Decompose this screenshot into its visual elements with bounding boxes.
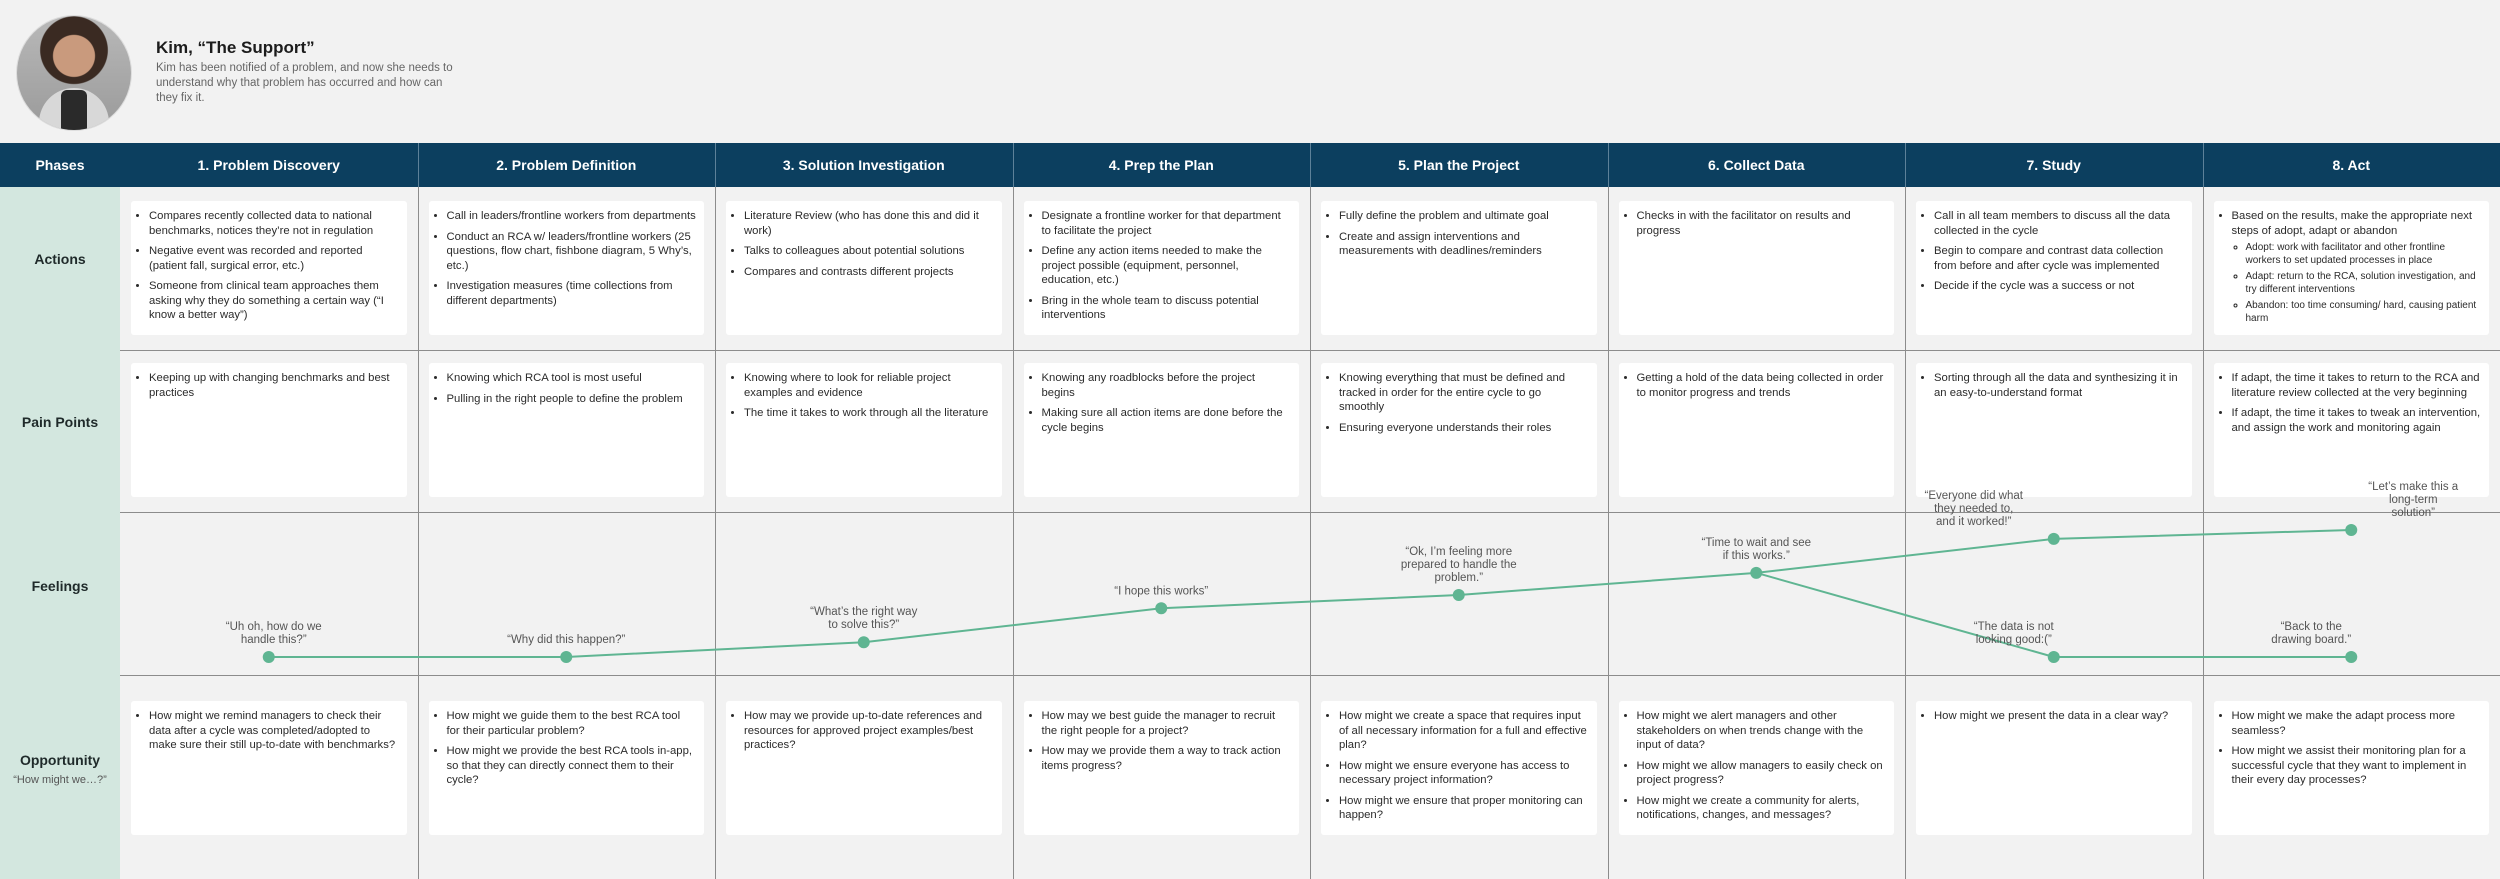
bullet-item: • How might we present the data in a clear way?: [1934, 709, 2184, 724]
feeling-quote: “I hope this works”: [1114, 585, 1209, 598]
bullet-item: • Begin to compare and contrast data collection from before and after cycle was implemented: [1934, 244, 2184, 273]
bullet-item: • Getting a hold of the data being collected in order to monitor progress and trends: [1637, 371, 1887, 400]
bullet-item: • How might we alert managers and other stakeholders on when trends change with the input of data?: [1637, 709, 1887, 753]
persona-name: Kim, “The Support”: [156, 38, 315, 57]
feeling-point: [2345, 651, 2357, 663]
bullet-item: • How might we create a community for alerts, notifications, changes, and messages?: [1637, 794, 1887, 823]
feeling-point: [2048, 651, 2060, 663]
row-label-opportunity-sub: “How might we…?”: [13, 774, 107, 786]
bullet-item: • How may we best guide the manager to recruit the right people for a project?: [1042, 709, 1292, 738]
bullet-item: • Negative event was recorded and reported (patient fall, surgical error, etc.): [149, 244, 399, 273]
row-label-feelings: Feelings: [31, 578, 89, 594]
bullet-item: • Based on the results, make the appropriate next steps of adopt, adapt or abandon ◦ Adopt: work with facilitator and other frontline workers to set updated processes in place ◦ Adapt: return to the RCA, solution investigation, and try different interventions ◦ Abandon: too time consuming/ hard, causing patient harm: [2232, 209, 2482, 325]
bullet-item: • How might we ensure that proper monitoring can happen?: [1339, 794, 1589, 823]
bullet-item: • Investigation measures (time collections from different departments): [447, 279, 697, 308]
phase-title: 8. Act: [2332, 157, 2371, 173]
bullet-item: • Compares and contrasts different projects: [744, 265, 994, 280]
row-label-opportunity: Opportunity: [19, 752, 101, 768]
phase-title: 7. Study: [2026, 157, 2081, 173]
bullet-item: ◦ Abandon: too time consuming/ hard, causing patient harm: [2246, 300, 2482, 325]
phase-title: 4. Prep the Plan: [1108, 157, 1214, 173]
bullet-item: • How might we remind managers to check their data after a cycle was completed/adopted to make sure their still up-to-date with benchmarks?: [149, 709, 399, 753]
bullet-item: ◦ Adopt: work with facilitator and other frontline workers to set updated processes in place: [2246, 242, 2482, 267]
bullet-item: • How might we make the adapt process more seamless?: [2232, 709, 2482, 738]
bullet-item: • Knowing where to look for reliable project examples and evidence: [744, 371, 994, 400]
bullet-item: • Pulling in the right people to define the problem: [447, 392, 697, 407]
bullet-item: • Designate a frontline worker for that department to facilitate the project: [1042, 209, 1292, 238]
bullet-item: • Keeping up with changing benchmarks and best practices: [149, 371, 399, 400]
feeling-quote: “What’s the right way to solve this?”: [810, 606, 918, 632]
bullet-item: • Conduct an RCA w/ leaders/frontline workers (25 questions, flow chart, fishbone diagram, 5 Why’s, etc.): [447, 230, 697, 274]
bullet-item: • Knowing any roadblocks before the project begins: [1042, 371, 1292, 400]
row-label-pain-points: Pain Points: [21, 414, 99, 430]
bullet-item: • Define any action items needed to make the project possible (equipment, personnel, education, etc.): [1042, 244, 1292, 288]
bullet-item: • Ensuring everyone understands their roles: [1339, 421, 1589, 436]
phase-title: 1. Problem Discovery: [197, 157, 340, 173]
bullet-item: • Knowing everything that must be defined and tracked in order for the entire cycle to go smoothly: [1339, 371, 1589, 415]
bullet-item: • Checks in with the facilitator on results and progress: [1637, 209, 1887, 238]
bullet-item: ◦ Adapt: return to the RCA, solution investigation, and try different interventions: [2246, 271, 2482, 296]
bullet-item: • How might we assist their monitoring plan for a successful cycle that they want to implement in their every day processes?: [2232, 744, 2482, 788]
bullet-item: • Create and assign interventions and measurements with deadlines/reminders: [1339, 230, 1589, 259]
bullet-item: • Someone from clinical team approaches them asking why they do something a certain way (“I know a better way”): [149, 279, 399, 323]
bullet-item: • How might we guide them to the best RCA tool for their particular problem?: [447, 709, 697, 738]
bullet-item: • Fully define the problem and ultimate goal: [1339, 209, 1589, 224]
phase-title: 6. Collect Data: [1708, 157, 1805, 173]
feelings-line-failure: [1756, 573, 2351, 657]
feeling-point: [858, 636, 870, 648]
bullet-item: • Bring in the whole team to discuss potential interventions: [1042, 294, 1292, 323]
bullet-item: • How may we provide up-to-date references and resources for approved project examples/best practices?: [744, 709, 994, 753]
bullet-item: • Knowing which RCA tool is most useful: [447, 371, 697, 386]
feeling-quote: “Everyone did what they needed to, and it worked!”: [1924, 489, 2023, 528]
phase-title: 3. Solution Investigation: [782, 157, 945, 173]
bullet-item: • Call in leaders/frontline workers from departments: [447, 209, 697, 224]
bullet-item: • If adapt, the time it takes to tweak an intervention, and assign the work and monitoring again: [2232, 406, 2482, 435]
feeling-point: [2048, 533, 2060, 545]
row-label-actions: Actions: [34, 251, 86, 267]
bullet-item: • How might we provide the best RCA tools in-app, so that they can directly connect them to their cycle?: [447, 744, 697, 788]
bullet-item: • Compares recently collected data to national benchmarks, notices they’re not in regulation: [149, 209, 399, 238]
feeling-point: [2345, 524, 2357, 536]
bullet-item: • Decide if the cycle was a success or not: [1934, 279, 2184, 294]
persona-description: Kim has been notified of a problem, and now she needs to understand why that problem has occurred and how can they fix it.: [156, 62, 453, 104]
bullet-item: • How may we provide them a way to track action items progress?: [1042, 744, 1292, 773]
feeling-quote: “Let’s make this a long-term solution”: [2368, 481, 2459, 519]
feeling-quote: “The data is not looking good:(”: [1973, 621, 2054, 646]
feeling-point: [263, 651, 275, 663]
bullet-item: • How might we create a space that requires input of all necessary information for a full and effective plan?: [1339, 709, 1589, 753]
bullet-item: • If adapt, the time it takes to return to the RCA and literature review collected at the very beginning: [2232, 371, 2482, 400]
feeling-quote: “Uh oh, how do we handle this?”: [225, 621, 322, 646]
feeling-point: [1453, 589, 1465, 601]
feeling-point: [1750, 567, 1762, 579]
feelings-line: [269, 573, 1757, 657]
feeling-point: [560, 651, 572, 663]
bullet-item: • How might we allow managers to easily check on project progress?: [1637, 759, 1887, 788]
bullet-item: • How might we ensure everyone has access to necessary project information?: [1339, 759, 1589, 788]
bullet-item: • Call in all team members to discuss all the data collected in the cycle: [1934, 209, 2184, 238]
feeling-quote: “Why did this happen?”: [507, 634, 626, 646]
feeling-quote: “Back to the drawing board.”: [2271, 621, 2352, 646]
feeling-point: [1155, 602, 1167, 614]
bullet-item: • Literature Review (who has done this and did it work): [744, 209, 994, 238]
feeling-quote: “Ok, I’m feeling more prepared to handle the problem.”: [1400, 545, 1517, 584]
phase-title: 2. Problem Definition: [496, 157, 637, 173]
bullet-item: • Making sure all action items are done before the cycle begins: [1042, 406, 1292, 435]
phase-title: 5. Plan the Project: [1398, 157, 1520, 173]
bullet-item: • Talks to colleagues about potential solutions: [744, 244, 994, 259]
feeling-quote: “Time to wait and see if this works.”: [1701, 536, 1812, 562]
bullet-item: • The time it takes to work through all the literature: [744, 406, 994, 421]
phases-label: Phases: [35, 157, 85, 173]
bullet-item: • Sorting through all the data and synthesizing it in an easy-to-understand format: [1934, 371, 2184, 400]
